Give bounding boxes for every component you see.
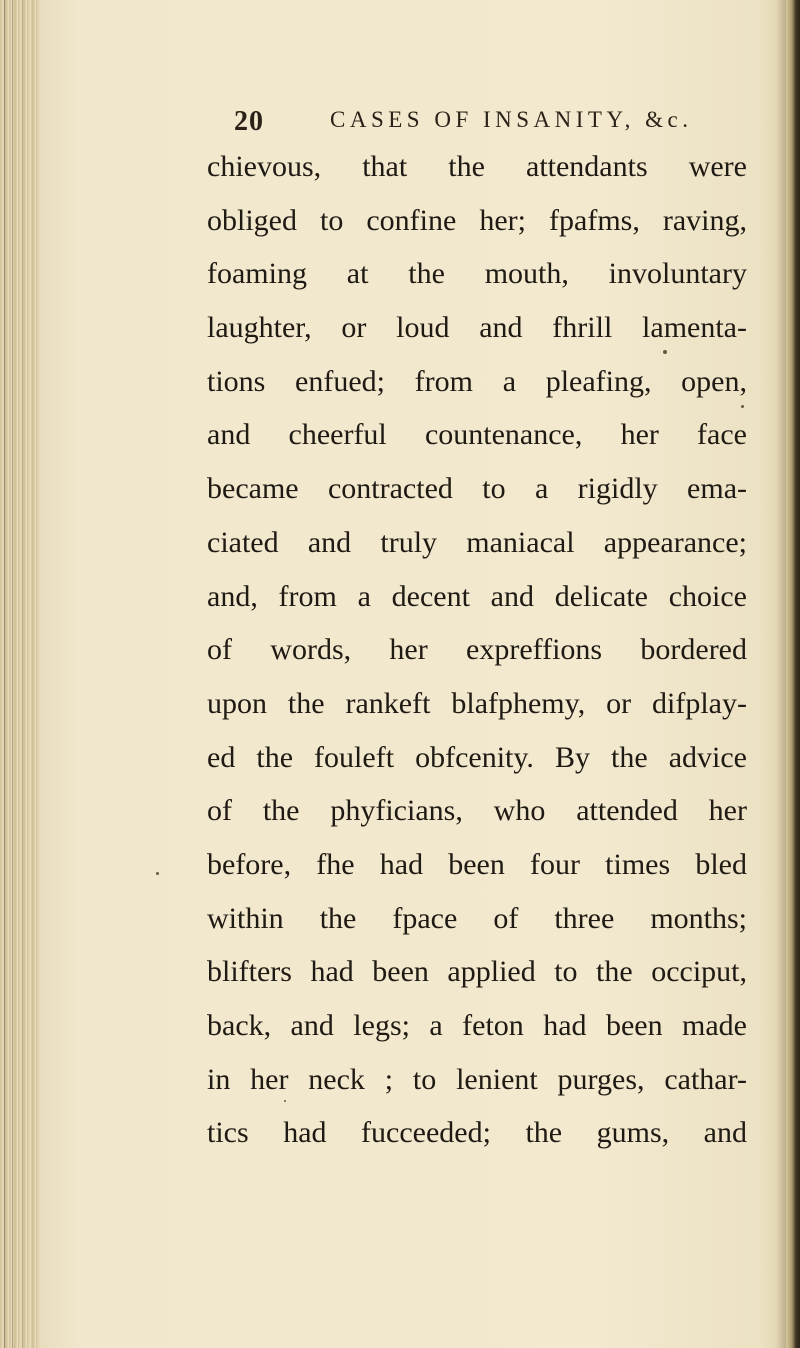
paper-speck — [284, 1100, 286, 1102]
page-edge-shadow — [776, 0, 786, 1348]
text-line: obliged to confine her; fpafms, raving, — [207, 203, 747, 237]
text-line: of words, her expreffions bordered — [207, 633, 747, 667]
gutter-edge-line — [12, 0, 13, 1348]
text-line: laughter, or loud and fhrill lamenta- — [207, 311, 747, 345]
paper-speck — [663, 350, 667, 354]
body-text — [207, 140, 747, 1160]
page-number: 20 — [234, 106, 264, 137]
text-line: ed the fouleft obfcenity. By the advice — [207, 740, 747, 774]
page-gutter — [0, 0, 40, 1348]
text-line: chievous, that the attendants were — [207, 150, 747, 183]
text-line: upon the rankeft blafphemy, or difplay- — [207, 686, 747, 720]
text-line: tions enfued; from a pleafing, open, — [207, 364, 747, 398]
text-line: and, from a decent and delicate choice — [207, 579, 747, 613]
running-head: CASES OF INSANITY, &c. — [330, 107, 693, 132]
text-line: tics had fucceeded; the gums, and — [207, 1116, 747, 1150]
text-line: before, fhe had been four times bled — [207, 847, 747, 881]
gutter-edge-line — [4, 0, 5, 1348]
text-line: ciated and truly maniacal appearance; — [207, 525, 747, 559]
text-line: became contracted to a rigidly ema- — [207, 472, 747, 506]
text-line: of the phyficians, who attended her — [207, 794, 747, 828]
text-line: in her neck ; to lenient purges, cathar- — [207, 1062, 747, 1096]
text-line: back, and legs; a feton had been made — [207, 1009, 747, 1042]
page-right-edge — [786, 0, 800, 1348]
gutter-edge-line — [22, 0, 23, 1348]
paper-speck — [741, 405, 744, 408]
text-line: blifters had been applied to the occiput, — [207, 955, 747, 989]
text-line: within the fpace of three months; — [207, 901, 747, 935]
text-line: foaming at the mouth, involuntary — [207, 257, 747, 291]
text-line: and cheerful countenance, her face — [207, 418, 747, 452]
paper-speck — [156, 872, 159, 875]
